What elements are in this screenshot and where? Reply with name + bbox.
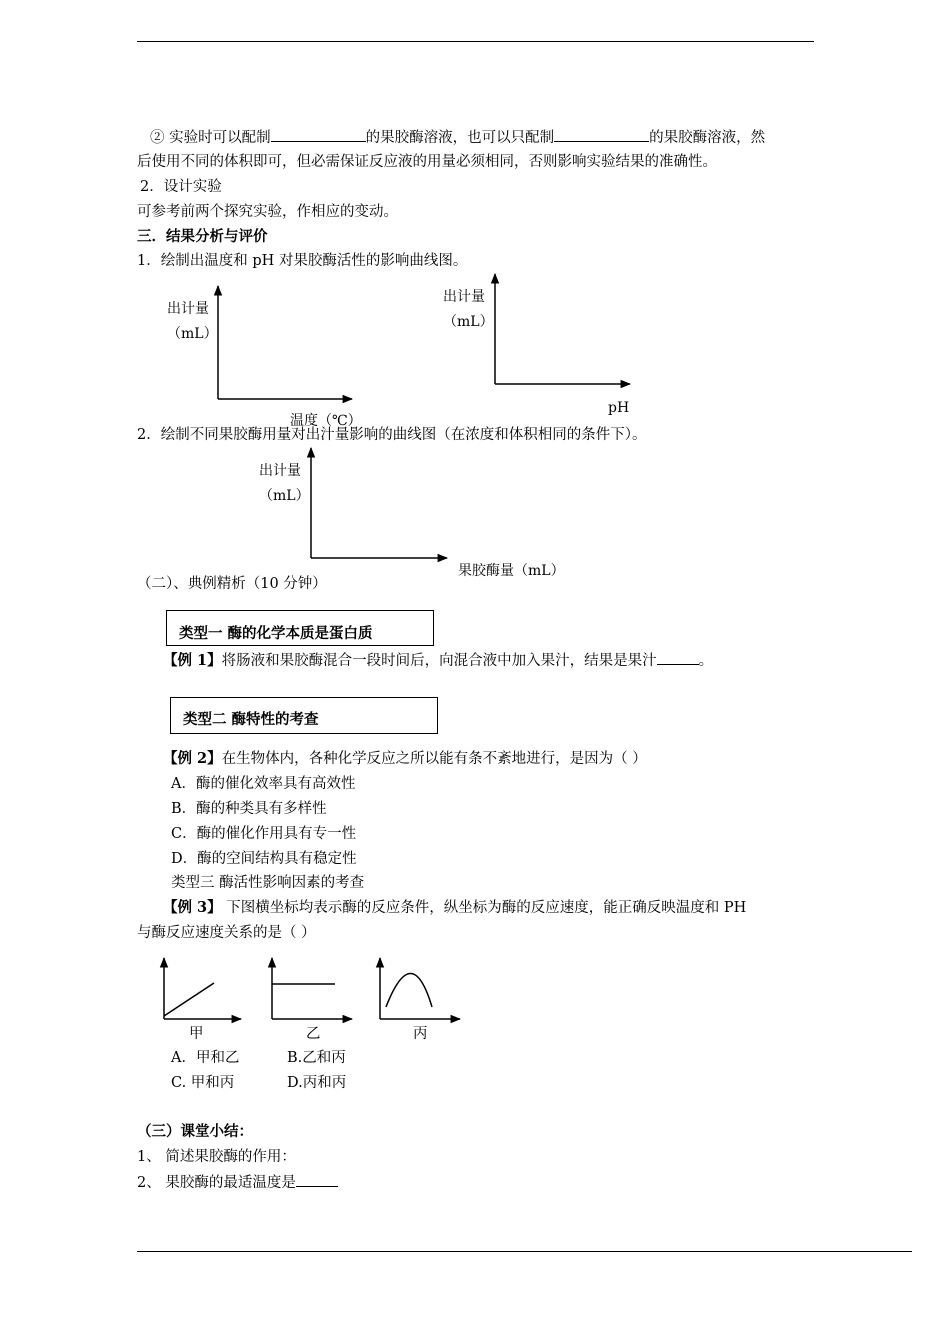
summary-item-2-text: 2、 果胶酶的最适温度是 xyxy=(137,1175,296,1191)
example-2-option-a[interactable]: A．酶的催化效率具有高效性 xyxy=(171,776,356,792)
mini-graph-yi xyxy=(272,958,352,1019)
example-2-option-c[interactable]: C．酶的催化作用具有专一性 xyxy=(171,826,357,842)
design-heading: 2．设计实验 xyxy=(140,179,222,195)
graph3-y-label: 出计量 xyxy=(259,463,301,479)
type1-label: 类型一 酶的化学本质是蛋白质 xyxy=(179,625,373,642)
mini-label-jia: 甲 xyxy=(189,1026,204,1042)
example-1-text: 将肠液和果胶酶混合一段时间后，向混合液中加入果汁，结果是果汁 xyxy=(221,653,657,669)
summary-item-1: 1、 简述果胶酶的作用： xyxy=(137,1149,296,1165)
example-3-option-d[interactable]: D.丙和丙 xyxy=(287,1075,347,1091)
graph1-y-unit: （mL） xyxy=(167,326,218,342)
example-2-option-d[interactable]: D．酶的空间结构具有稳定性 xyxy=(171,851,357,867)
mini-label-bing: 丙 xyxy=(413,1026,428,1042)
section-3-item-2: 2．绘制不同果胶酶用量对出汁量影响的曲线图（在浓度和体积相同的条件下）。 xyxy=(137,427,647,443)
line-prepare-b: 的果胶酶溶液，也可以只配制 xyxy=(365,130,555,146)
example-3-option-c[interactable]: C. 甲和丙 xyxy=(171,1075,235,1091)
example-1-tag: 【例 1】 xyxy=(163,652,222,669)
graph1-x-label: 温度（℃） xyxy=(290,413,362,429)
graph2-y-unit: （mL） xyxy=(443,314,494,330)
summary-blank[interactable] xyxy=(296,1172,338,1187)
mini-label-yi: 乙 xyxy=(306,1026,321,1042)
example-3-cont: 与酶反应速度关系的是（ ） xyxy=(137,925,316,941)
section-3-item-1: 1．绘制出温度和 pH 对果胶酶活性的影响曲线图。 xyxy=(137,253,468,269)
graph3-x-label: 果胶酶量（mL） xyxy=(458,563,565,579)
design-text: 可参考前两个探究实验，作相应的变动。 xyxy=(137,204,398,220)
mini-graph-bing xyxy=(380,958,460,1019)
mini-graph-jia xyxy=(164,958,241,1019)
line-prepare-a: ② 实验时可以配制 xyxy=(150,130,271,146)
example-3-tag: 【例 3】 xyxy=(163,899,222,916)
summary-title: （三）课堂小结： xyxy=(137,1123,253,1140)
example-3-option-a[interactable]: A．甲和乙 xyxy=(171,1050,240,1066)
examples-title: （二）、典例精析（10 分钟） xyxy=(137,576,327,592)
example-3-option-b[interactable]: B.乙和丙 xyxy=(287,1050,346,1066)
mini-graph-jia-curve xyxy=(164,983,214,1016)
type3-label: 类型三 酶活性影响因素的考查 xyxy=(171,875,365,891)
line-prepare-cont: 后使用不同的体积即可，但必需保证反应液的用量必须相同，否则影响实验结果的准确性。 xyxy=(137,154,717,170)
example-1-end: 。 xyxy=(698,653,714,669)
example-2-tag: 【例 2】 xyxy=(163,750,222,767)
section-3-heading: 三．结果分析与评价 xyxy=(137,228,268,245)
type2-label: 类型二 酶特性的考查 xyxy=(183,711,319,728)
example-3-text: 下图横坐标均表示酶的反应条件，纵坐标为酶的反应速度，能正确反映温度和 PH xyxy=(221,900,747,916)
example-2-text: 在生物体内，各种化学反应之所以能有条不紊地进行，是因为（ ） xyxy=(221,751,647,767)
graph3-y-unit: （mL） xyxy=(259,488,310,504)
graph2-x-label: pH xyxy=(608,400,630,416)
graph2-y-label: 出计量 xyxy=(443,289,485,305)
summary-item-2 xyxy=(137,1172,338,1193)
example-2-option-b[interactable]: B．酶的种类具有多样性 xyxy=(171,801,327,817)
line-prepare-c: 的果胶酶溶液，然 xyxy=(649,130,766,146)
graph1-y-label: 出计量 xyxy=(167,301,209,317)
mini-graph-bing-curve xyxy=(386,974,432,1008)
